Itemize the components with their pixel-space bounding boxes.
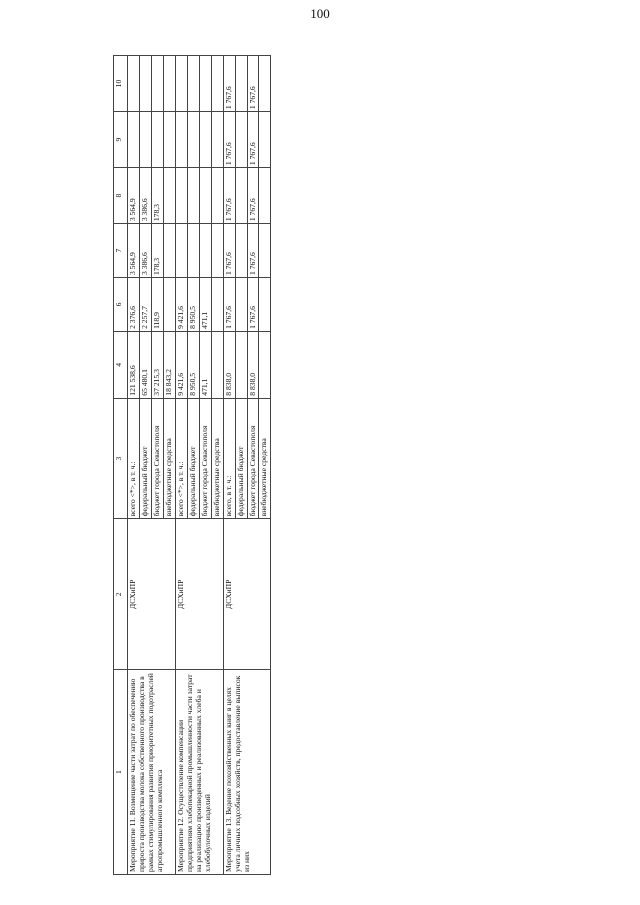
value-cell — [235, 168, 247, 224]
funding-source: внебюджетные средства — [259, 398, 271, 519]
value-cell — [259, 168, 271, 224]
value-cell: 1 767,6 — [223, 56, 235, 112]
value-cell — [259, 224, 271, 278]
value-cell — [235, 278, 247, 332]
value-cell: 118,9 — [151, 278, 163, 332]
value-cell — [259, 56, 271, 112]
column-number: 4 — [114, 331, 128, 398]
measure-name: Мероприятие 11. Возмещение части затрат по обеспечению прироста производства молока собственного производства в рамках стимулирования развития приоритетных подотраслей агропромышленного комплекса — [128, 670, 176, 875]
value-cell — [211, 278, 223, 332]
funding-source: бюджет города Севастополя — [151, 398, 163, 519]
value-cell — [151, 112, 163, 168]
value-cell: 9 421,6 — [175, 278, 187, 332]
value-cell — [187, 112, 199, 168]
value-cell: 18 843,2 — [163, 331, 175, 398]
value-cell — [151, 56, 163, 112]
value-cell — [259, 278, 271, 332]
executor: ДСХиПР — [175, 519, 223, 670]
value-cell: 1 767,6 — [247, 224, 259, 278]
value-cell — [187, 168, 199, 224]
value-cell — [175, 56, 187, 112]
value-cell: 178,3 — [151, 224, 163, 278]
value-cell: 121 538,6 — [128, 331, 140, 398]
table-row — [223, 56, 235, 875]
value-cell — [235, 224, 247, 278]
table-row — [128, 56, 140, 875]
value-cell: 1 767,6 — [247, 56, 259, 112]
funding-source: внебюджетные средства — [163, 398, 175, 519]
value-cell — [163, 168, 175, 224]
funding-source: федеральный бюджет — [139, 398, 151, 519]
value-cell: 65 480,1 — [139, 331, 151, 398]
value-cell: 1 767,6 — [223, 112, 235, 168]
value-cell: 1 767,6 — [247, 278, 259, 332]
value-cell: 178,3 — [151, 168, 163, 224]
value-cell — [199, 112, 211, 168]
column-number: 7 — [114, 224, 128, 278]
value-cell: 3 564,9 — [128, 224, 140, 278]
value-cell — [175, 112, 187, 168]
value-cell: 471,1 — [199, 278, 211, 332]
column-number: 10 — [114, 56, 128, 112]
value-cell: 1 767,6 — [223, 168, 235, 224]
value-cell — [128, 112, 140, 168]
value-cell — [235, 56, 247, 112]
value-cell: 3 564,9 — [128, 168, 140, 224]
value-cell: 9 421,6 — [175, 331, 187, 398]
executor: ДСХиПР — [128, 519, 176, 670]
value-cell — [199, 56, 211, 112]
value-cell: 8 950,5 — [187, 278, 199, 332]
value-cell: 1 767,6 — [247, 168, 259, 224]
value-cell — [211, 331, 223, 398]
value-cell — [187, 56, 199, 112]
column-number: 9 — [114, 112, 128, 168]
value-cell — [199, 168, 211, 224]
value-cell — [211, 168, 223, 224]
value-cell: 1 767,6 — [223, 278, 235, 332]
table-row — [175, 56, 187, 875]
value-cell — [163, 56, 175, 112]
funding-source: федеральный бюджет — [187, 398, 199, 519]
funding-source: всего, в т. ч.: — [223, 398, 235, 519]
value-cell: 471,1 — [199, 331, 211, 398]
value-cell: 8 950,5 — [187, 331, 199, 398]
value-cell — [163, 224, 175, 278]
value-cell: 1 767,6 — [247, 112, 259, 168]
value-cell — [128, 56, 140, 112]
funding-source: федеральный бюджет — [235, 398, 247, 519]
budget-table — [113, 55, 271, 875]
measure-name: Мероприятие 13. Ведение похозяйственных книг в целях учета личных подсобных хозяйств, предоставление выписок из них — [223, 670, 271, 875]
column-number-row — [114, 56, 128, 875]
funding-source: всего <*>, в т. ч.: — [128, 398, 140, 519]
value-cell — [235, 112, 247, 168]
column-number: 6 — [114, 278, 128, 332]
column-number: 3 — [114, 398, 128, 519]
column-number: 8 — [114, 168, 128, 224]
funding-source: бюджет города Севастополя — [247, 398, 259, 519]
value-cell — [175, 224, 187, 278]
value-cell: 8 838,0 — [247, 331, 259, 398]
value-cell — [259, 331, 271, 398]
value-cell — [211, 112, 223, 168]
value-cell: 1 767,6 — [223, 224, 235, 278]
column-number: 1 — [114, 670, 128, 875]
value-cell — [139, 56, 151, 112]
value-cell — [163, 112, 175, 168]
value-cell — [139, 112, 151, 168]
value-cell — [175, 168, 187, 224]
value-cell — [199, 224, 211, 278]
funding-source: внебюджетные средства — [211, 398, 223, 519]
measure-name: Мероприятие 12. Осуществление компенсации предприятиям хлебопекарной промышленности части затрат на реализацию произведенных и реализованных хлеба и хлебобулочных изделий — [175, 670, 223, 875]
executor: ДСХиПР — [223, 519, 271, 670]
rotated-page-content — [113, 55, 533, 875]
value-cell — [163, 278, 175, 332]
value-cell: 3 386,6 — [139, 168, 151, 224]
funding-source: бюджет города Севастополя — [199, 398, 211, 519]
value-cell: 2 376,6 — [128, 278, 140, 332]
value-cell — [211, 224, 223, 278]
value-cell — [235, 331, 247, 398]
value-cell: 2 257,7 — [139, 278, 151, 332]
column-number: 2 — [114, 519, 128, 670]
value-cell — [211, 56, 223, 112]
value-cell: 8 838,0 — [223, 331, 235, 398]
page-number: 100 — [310, 6, 330, 21]
value-cell: 3 386,6 — [139, 224, 151, 278]
value-cell: 37 215,3 — [151, 331, 163, 398]
value-cell — [259, 112, 271, 168]
value-cell — [187, 224, 199, 278]
funding-source: всего <*>, в т. ч.: — [175, 398, 187, 519]
